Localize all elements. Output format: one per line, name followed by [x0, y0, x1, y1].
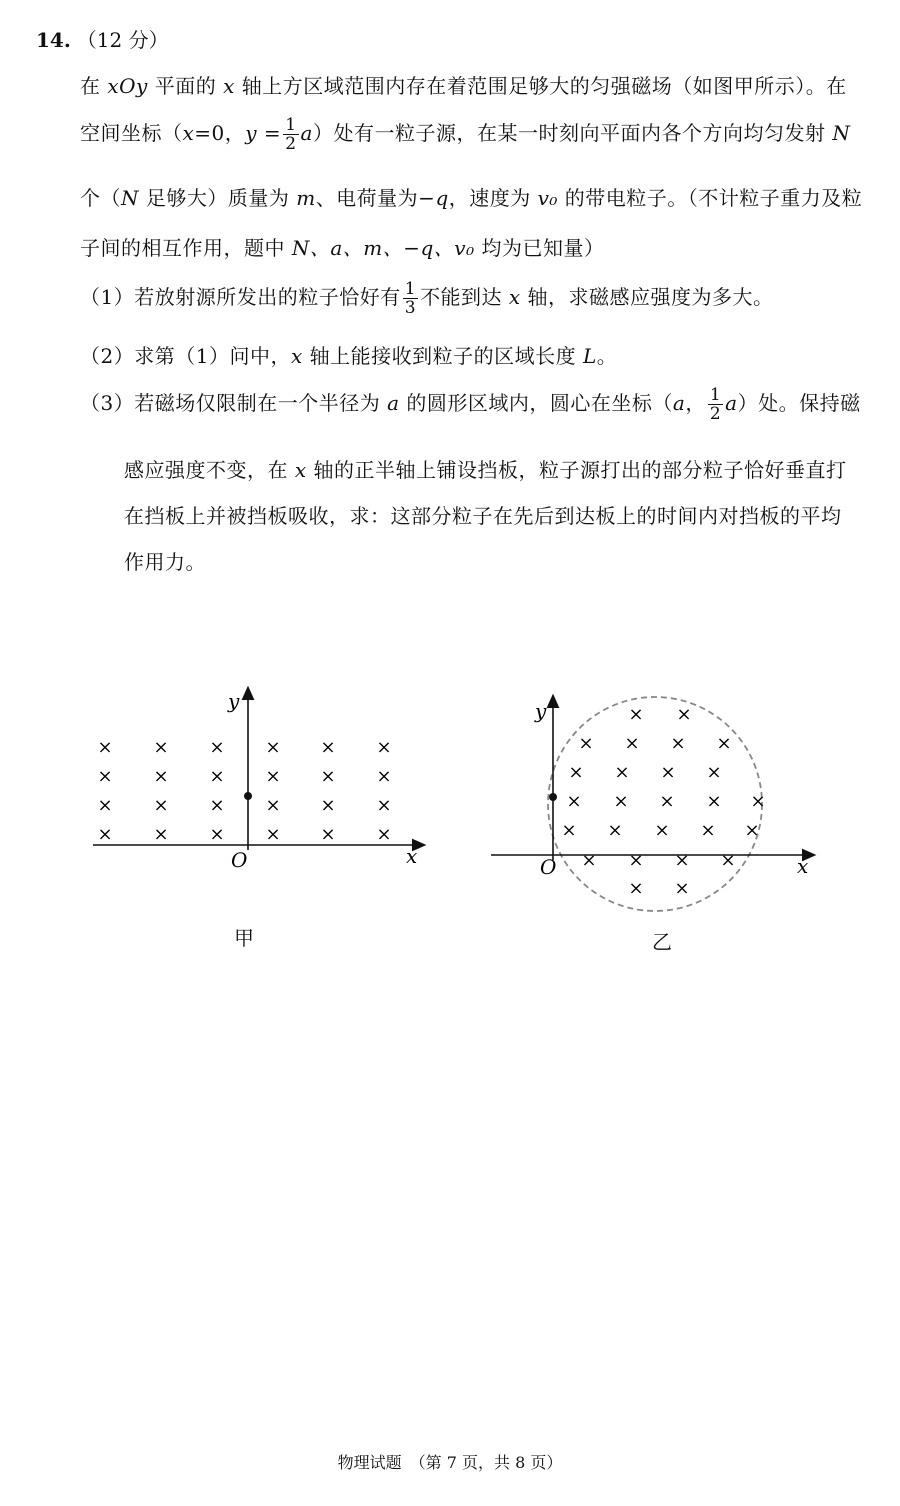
field-cross-mark: × — [153, 824, 169, 845]
field-cross-mark: × — [209, 795, 225, 816]
field-cross-mark: × — [659, 791, 675, 812]
field-cross-mark: × — [578, 733, 594, 754]
field-cross-mark: × — [670, 733, 686, 754]
var-a: a — [300, 121, 313, 145]
var-xoy: xOy — [107, 74, 148, 98]
frac-den: 2 — [709, 404, 722, 424]
frac-num: 1 — [404, 279, 417, 299]
var-x: x — [223, 74, 235, 98]
field-cross-mark: × — [660, 762, 676, 783]
field-cross-mark: × — [376, 795, 392, 816]
field-cross-mark: × — [607, 820, 623, 841]
text: 个（ — [80, 186, 121, 210]
x-axis-label: x — [797, 854, 809, 878]
field-cross-mark: × — [624, 733, 640, 754]
frac-num: 1 — [709, 385, 722, 405]
subquestion-3-line-2 — [124, 454, 847, 483]
known-vars: N、a、m、−q、v₀ — [291, 236, 475, 260]
field-cross-mark: × — [581, 850, 597, 871]
text: 足够大）质量为 — [139, 186, 297, 210]
field-cross-mark: × — [265, 766, 281, 787]
text: ）处有一粒子源，在某一时刻向平面内各个方向均匀发射 — [312, 121, 833, 145]
stem-line-2 — [80, 116, 850, 153]
text: 不能到达 — [420, 285, 509, 309]
field-cross-mark: × — [750, 791, 766, 812]
field-cross-mark: × — [700, 820, 716, 841]
field-cross-mark: × — [265, 795, 281, 816]
subquestion-3-line-4 — [124, 546, 206, 575]
subquestion-2 — [80, 340, 617, 369]
subquestion-3-line-3 — [124, 500, 842, 529]
frac-den: 2 — [285, 134, 297, 154]
var-l: L — [582, 344, 597, 368]
page-footer: 物理试题 （第 7 页，共 8 页） — [337, 1453, 563, 1472]
frac-num: 1 — [285, 115, 297, 135]
x-axis-label: x — [406, 844, 418, 868]
text: 在 — [80, 74, 108, 98]
origin-label: O — [540, 855, 557, 879]
field-cross-mark: × — [561, 820, 577, 841]
field-cross-mark: × — [706, 762, 722, 783]
text: = — [257, 121, 282, 145]
subquestion-3-line-1 — [80, 386, 861, 423]
field-cross-mark: × — [153, 766, 169, 787]
text: 子间的相互作用，题中 — [80, 236, 292, 260]
stem-line-3 — [80, 182, 862, 211]
field-cross-mark: × — [674, 878, 690, 899]
text: （3）若磁场仅限制在一个半径为 — [80, 391, 388, 415]
field-cross-mark: × — [566, 791, 582, 812]
y-axis-label: y — [535, 699, 547, 723]
field-cross-mark: × — [320, 824, 336, 845]
text: ， — [685, 391, 706, 415]
text: 的圆形区域内，圆心在坐标（ — [399, 391, 673, 415]
stem-line-1 — [80, 70, 847, 99]
field-cross-mark: × — [613, 791, 629, 812]
field-cross-mark: × — [716, 733, 732, 754]
y-axis-label: y — [228, 689, 240, 713]
fraction-half — [283, 116, 298, 153]
field-cross-mark: × — [614, 762, 630, 783]
field-cross-mark: × — [568, 762, 584, 783]
var-a: a — [672, 391, 686, 415]
var-x: x — [182, 121, 195, 145]
text: =0， — [194, 121, 246, 145]
figure-a-caption: 甲 — [234, 926, 254, 950]
var-a: a — [725, 391, 738, 415]
field-cross-mark: × — [744, 820, 760, 841]
field-cross-mark: × — [376, 824, 392, 845]
field-cross-mark: × — [654, 820, 670, 841]
figure-b-caption: 乙 — [652, 930, 672, 954]
particle-source-dot — [244, 792, 252, 800]
var-v0: v₀ — [537, 186, 558, 210]
field-cross-mark: × — [628, 878, 644, 899]
field-cross-mark: × — [265, 737, 281, 758]
field-cross-mark: × — [628, 850, 644, 871]
var-x: x — [508, 285, 521, 309]
field-cross-mark: × — [320, 795, 336, 816]
var-x: x — [294, 458, 307, 482]
question-number — [36, 24, 169, 53]
frac-den: 3 — [404, 298, 417, 318]
field-cross-mark: × — [628, 704, 644, 725]
var-a: a — [387, 391, 400, 415]
field-cross-mark: × — [376, 737, 392, 758]
text: （2）求第（1）问中， — [80, 344, 291, 368]
field-cross-mark: × — [265, 824, 281, 845]
text: 轴的正半轴上铺设挡板，粒子源打出的部分粒子恰好垂直打 — [306, 458, 847, 482]
stem-line-4 — [80, 232, 604, 261]
field-cross-mark: × — [209, 824, 225, 845]
text: （1）若放射源所发出的粒子恰好有 — [80, 285, 401, 309]
text: 平面的 — [147, 74, 224, 98]
var-n: N — [121, 186, 139, 210]
magnetic-field-marks — [97, 737, 391, 845]
field-cross-mark: × — [209, 737, 225, 758]
var-q: q — [435, 186, 449, 210]
field-cross-mark: × — [97, 824, 113, 845]
field-cross-mark: × — [97, 795, 113, 816]
fraction-third — [403, 280, 418, 317]
field-cross-mark: × — [706, 791, 722, 812]
figure-b-diagram — [485, 690, 820, 925]
subquestion-1 — [80, 280, 774, 317]
field-cross-mark: × — [153, 795, 169, 816]
field-cross-mark: × — [320, 766, 336, 787]
text: 轴上方区域范围内存在着范围足够大的匀强磁场（如图甲所示）。在 — [234, 74, 847, 98]
text: 的带电粒子。（不计粒子重力及粒 — [557, 186, 863, 210]
var-y: y — [245, 121, 258, 145]
text: 轴，求磁感应强度为多大。 — [520, 285, 774, 309]
field-cross-mark: × — [97, 766, 113, 787]
var-m: m — [296, 186, 316, 210]
text: 。 — [596, 344, 618, 368]
field-cross-mark: × — [209, 766, 225, 787]
var-x: x — [290, 344, 303, 368]
field-cross-mark: × — [376, 766, 392, 787]
particle-source-dot — [549, 793, 557, 801]
text: 空间坐标（ — [80, 121, 183, 145]
text: ）处。保持磁 — [737, 391, 861, 415]
text: 感应强度不变，在 — [124, 458, 295, 482]
field-cross-mark: × — [674, 850, 690, 871]
field-cross-mark: × — [676, 704, 692, 725]
var-n: N — [832, 121, 851, 145]
text: 、电荷量为− — [315, 186, 436, 210]
text: 轴上能接收到粒子的区域长度 — [302, 344, 583, 368]
field-cross-mark: × — [97, 737, 113, 758]
field-cross-mark: × — [320, 737, 336, 758]
field-cross-mark: × — [153, 737, 169, 758]
text: 均为已知量） — [474, 236, 605, 260]
question-index: 14. — [36, 28, 71, 52]
origin-label: O — [231, 848, 248, 872]
text: 作用力。 — [124, 550, 206, 574]
text: 在挡板上并被挡板吸收，求：这部分粒子在先后到达板上的时间内对挡板的平均 — [124, 504, 842, 528]
question-points: （12 分） — [76, 28, 169, 52]
fraction-half — [708, 386, 723, 423]
text: ，速度为 — [448, 186, 538, 210]
field-cross-mark: × — [720, 850, 736, 871]
figure-a-diagram — [85, 680, 430, 880]
